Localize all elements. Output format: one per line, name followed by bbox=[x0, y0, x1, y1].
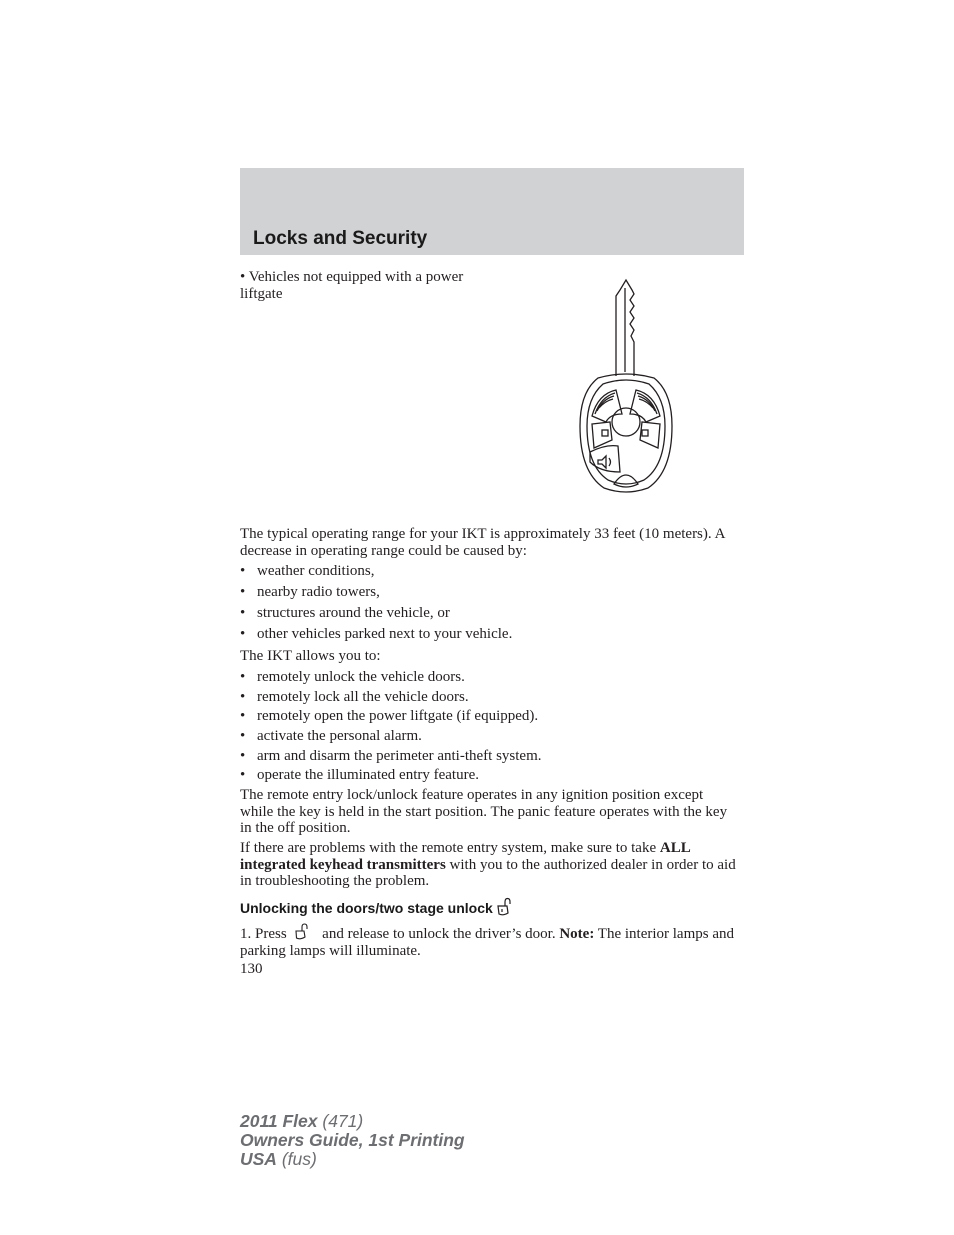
page-number: 130 bbox=[240, 961, 263, 977]
step1-middle: and release to unlock the driver’s door. bbox=[318, 926, 560, 942]
list-item: • operate the illuminated entry feature. bbox=[240, 767, 542, 787]
list-item: • remotely unlock the vehicle doors. bbox=[240, 669, 542, 689]
list-item: • activate the personal alarm. bbox=[240, 728, 542, 748]
list-item: • nearby radio towers, bbox=[240, 584, 512, 605]
list-item: • remotely lock all the vehicle doors. bbox=[240, 689, 542, 709]
allows-list bbox=[240, 669, 542, 787]
range-causes-list bbox=[240, 563, 512, 647]
list-item: • structures around the vehicle, or bbox=[240, 605, 512, 626]
section-title: Locks and Security bbox=[253, 228, 428, 249]
footer-imprint bbox=[240, 1112, 465, 1169]
note-label: Note: bbox=[559, 926, 595, 942]
footer-market-code: (fus) bbox=[276, 1149, 317, 1169]
unlock-icon bbox=[496, 897, 512, 917]
unlock-subheading bbox=[240, 897, 512, 917]
footer-model: 2011 Flex bbox=[240, 1111, 318, 1131]
problems-text-before: If there are problems with the remote entry system, make sure to take bbox=[240, 840, 660, 856]
intro-bullet-text: Vehicles not equipped with a power liftgate bbox=[240, 269, 464, 302]
keyfob-illustration bbox=[576, 276, 676, 496]
footer-line-2: Owners Guide, 1st Printing bbox=[240, 1130, 465, 1150]
unlock-button-icon bbox=[290, 923, 318, 941]
note-text: The interior lamps and parking lamps will illuminate. bbox=[240, 926, 734, 959]
footer-line-1 bbox=[240, 1112, 465, 1131]
list-item: • other vehicles parked next to your vehicle. bbox=[240, 626, 512, 647]
subheading-text: Unlocking the doors/two stage unlock bbox=[240, 900, 493, 916]
step-1 bbox=[240, 923, 740, 959]
list-item: • remotely open the power liftgate (if equipped). bbox=[240, 708, 542, 728]
footer-line-3 bbox=[240, 1150, 465, 1169]
step1-prefix: 1. Press bbox=[240, 926, 287, 942]
footer-model-code: (471) bbox=[317, 1111, 364, 1131]
problems-paragraph bbox=[240, 840, 740, 890]
problems-text-bold: ALL integrated keyhead transmitters bbox=[240, 840, 690, 873]
problems-text-after: with you to the authorized dealer in order to aid in troubleshooting the problem. bbox=[240, 856, 736, 889]
range-paragraph: The typical operating range for your IKT is approximately 33 feet (10 meters). A decrease in operating range could be caused by: bbox=[240, 526, 725, 559]
remote-entry-paragraph: The remote entry lock/unlock feature operates in any ignition position except while the key is held in the start position. The panic feature operates with the key in the off position. bbox=[240, 787, 728, 836]
list-item: • arm and disarm the perimeter anti-theft system. bbox=[240, 748, 542, 768]
intro-bullet: • Vehicles not equipped with a power liftgate bbox=[240, 269, 464, 302]
footer-market: USA bbox=[240, 1149, 277, 1169]
list-item: • weather conditions, bbox=[240, 563, 512, 584]
allows-heading: The IKT allows you to: bbox=[240, 648, 381, 664]
